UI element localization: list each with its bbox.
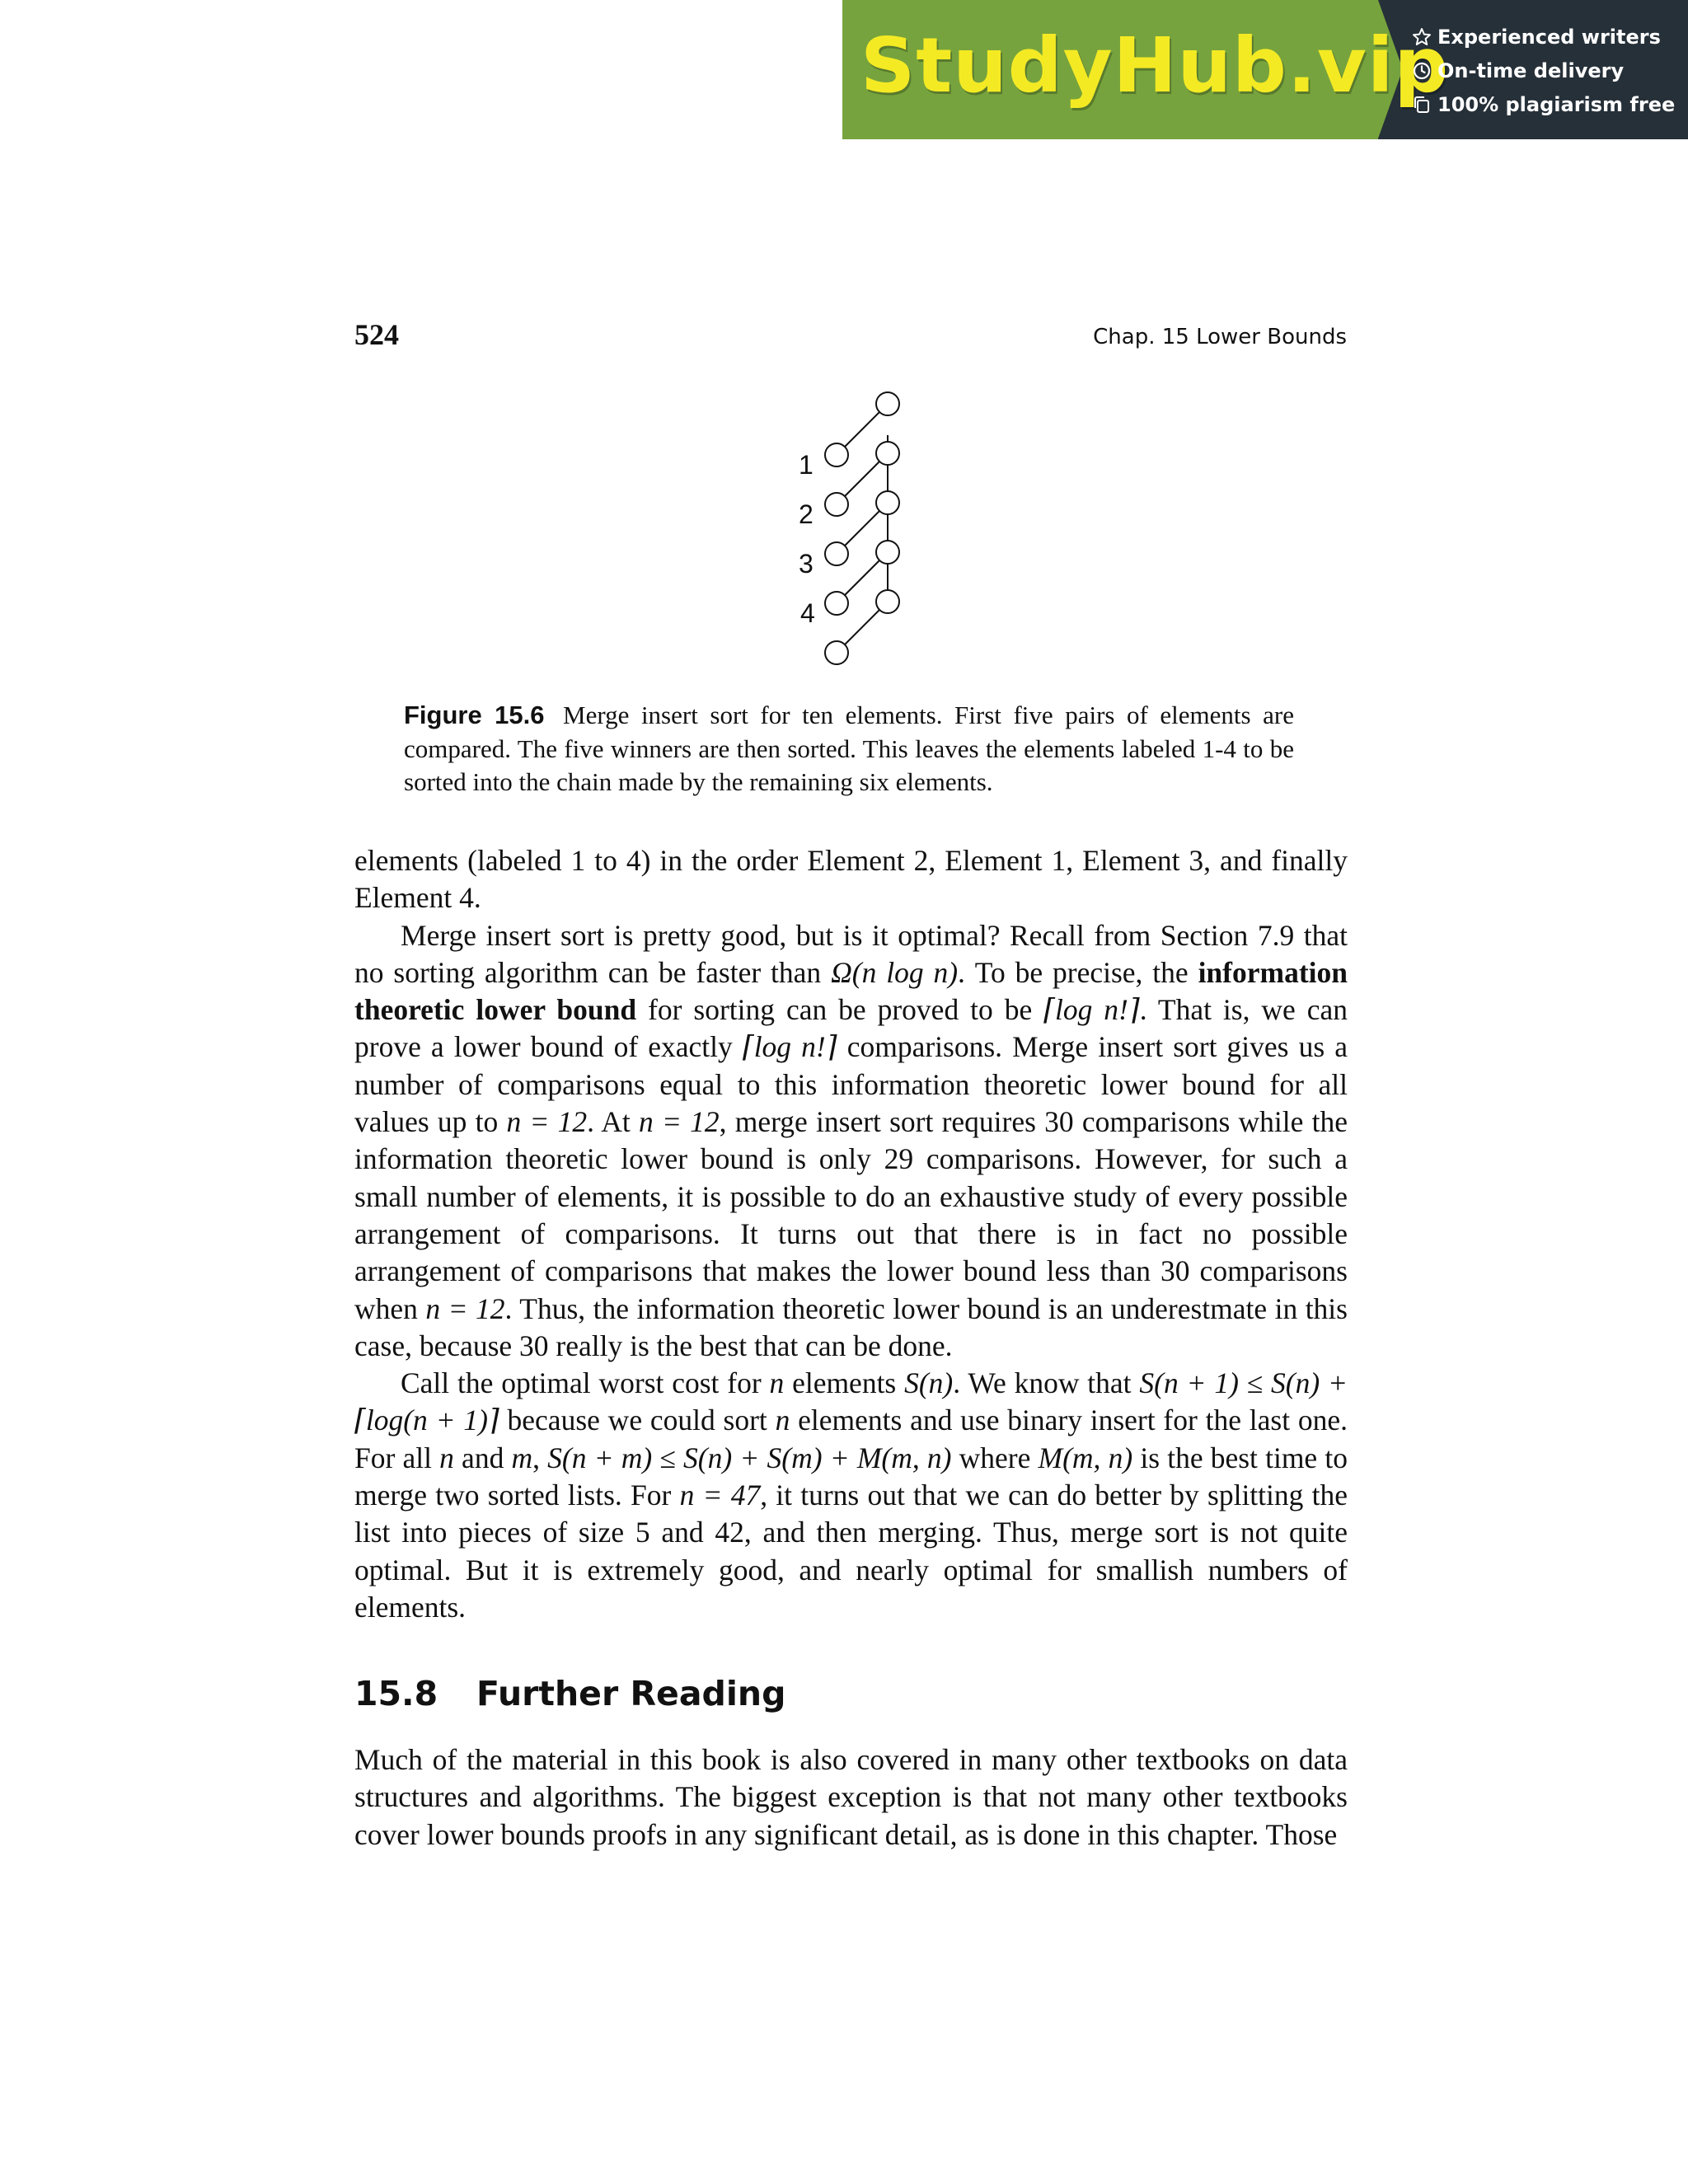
tree-node (825, 592, 848, 615)
copy-icon (1409, 95, 1434, 115)
figure-label-3: 3 (799, 549, 814, 579)
page-number: 524 (354, 318, 399, 351)
bold-term: information theoretic lower bound (354, 955, 1348, 1027)
paragraph: elements (labeled 1 to 4) in the order Element 2, Element 1, Element 3, and finally Element 4. (354, 844, 1348, 915)
studyhub-banner[interactable] (842, 0, 1688, 139)
tree-node (876, 442, 899, 465)
tree-node (825, 641, 848, 664)
feature-experienced-writers (1409, 20, 1675, 54)
feature-plagiarism-free (1409, 87, 1675, 121)
merge-insert-tree (775, 387, 923, 684)
figure-number: Figure 15.6 (404, 701, 545, 729)
section-number: 15.8 (354, 1674, 438, 1713)
tree-node (825, 493, 848, 516)
section-body (354, 1741, 1348, 1854)
body-text (354, 842, 1348, 1626)
tree-node (876, 590, 899, 613)
tree-node (876, 392, 899, 415)
tree-edge (842, 508, 883, 549)
feature-label: Experienced writers (1437, 25, 1661, 49)
clock-icon (1409, 61, 1434, 81)
paragraph: Call the optimal worst cost for n elements S(n). We know that S(n + 1) ≤ S(n) + ⌈log(n + 1)⌉ because we could sort n elements and use binary insert for the last one. For all n and m, S(n + m) ≤ S(n) + S(m) + M(m, n) where M(m, n) is the best time to merge two sorted lists. For n = 47, it turns out that we can do better by splitting the list into pieces of size 5 and 42, and then merging. Thus, merge sort is not quite optimal. But it is extremely good, and nearly optimal for smallish numbers of elements. (354, 1366, 1348, 1624)
figure-caption (404, 699, 1294, 799)
star-icon (1409, 27, 1434, 47)
figure-label-2: 2 (799, 499, 814, 529)
studyhub-logo[interactable]: StudyHub.vip (860, 21, 1450, 110)
tree-edge (842, 607, 883, 648)
feature-label: 100% plagiarism free (1437, 92, 1676, 116)
tree-node (876, 541, 899, 564)
section-title: Further Reading (476, 1674, 786, 1713)
tree-edge (842, 458, 883, 499)
feature-on-time-delivery (1409, 54, 1675, 87)
banner-features (1409, 20, 1675, 121)
tree-edge (842, 409, 883, 450)
tree-node (825, 443, 848, 466)
tree-edge (842, 557, 883, 598)
figure-label-1: 1 (799, 450, 814, 480)
tree-node (876, 491, 899, 514)
merge-insert-figure (775, 387, 923, 684)
paragraph: Much of the material in this book is also covered in many other textbooks on data structures and algorithms. The biggest exception is that not many other textbooks cover lower bounds proofs in any significant detail, as is done in this chapter. Those (354, 1743, 1348, 1851)
figure-label-4: 4 (800, 598, 815, 628)
tree-node (825, 542, 848, 565)
caption-text: Merge insert sort for ten elements. First five pairs of elements are compared. The five winners are then sorted. This leaves the elements labeled 1-4 to be sorted into the chain made by the remaining six elements. (404, 701, 1294, 796)
running-head: Chap. 15 Lower Bounds (1093, 325, 1347, 349)
section-heading (354, 1673, 785, 1714)
feature-label: On-time delivery (1437, 59, 1625, 82)
paragraph: Merge insert sort is pretty good, but is it optimal? Recall from Section 7.9 that no sorting algorithm can be faster than Ω(n log n). To be precise, the information theoretic lower bound for sorting can be proved to be ⌈log n!⌉. That is, we can prove a lower bound of exactly ⌈log n!⌉ comparisons. Merge insert sort gives us a number of comparisons equal to this information theoretic lower bound for all values up to n = 12. At n = 12, merge insert sort requires 30 comparisons while the information theoretic lower bound is only 29 comparisons. However, for such a small number of elements, it is possible to do an exhaustive study of every possible arrangement of comparisons. It turns out that there is in fact no possible arrangement of comparisons that makes the lower bound less than 30 comparisons when n = 12. Thus, the information theoretic lower bound is an underestmate in this case, because 30 really is the best that can be done. (354, 918, 1348, 1362)
